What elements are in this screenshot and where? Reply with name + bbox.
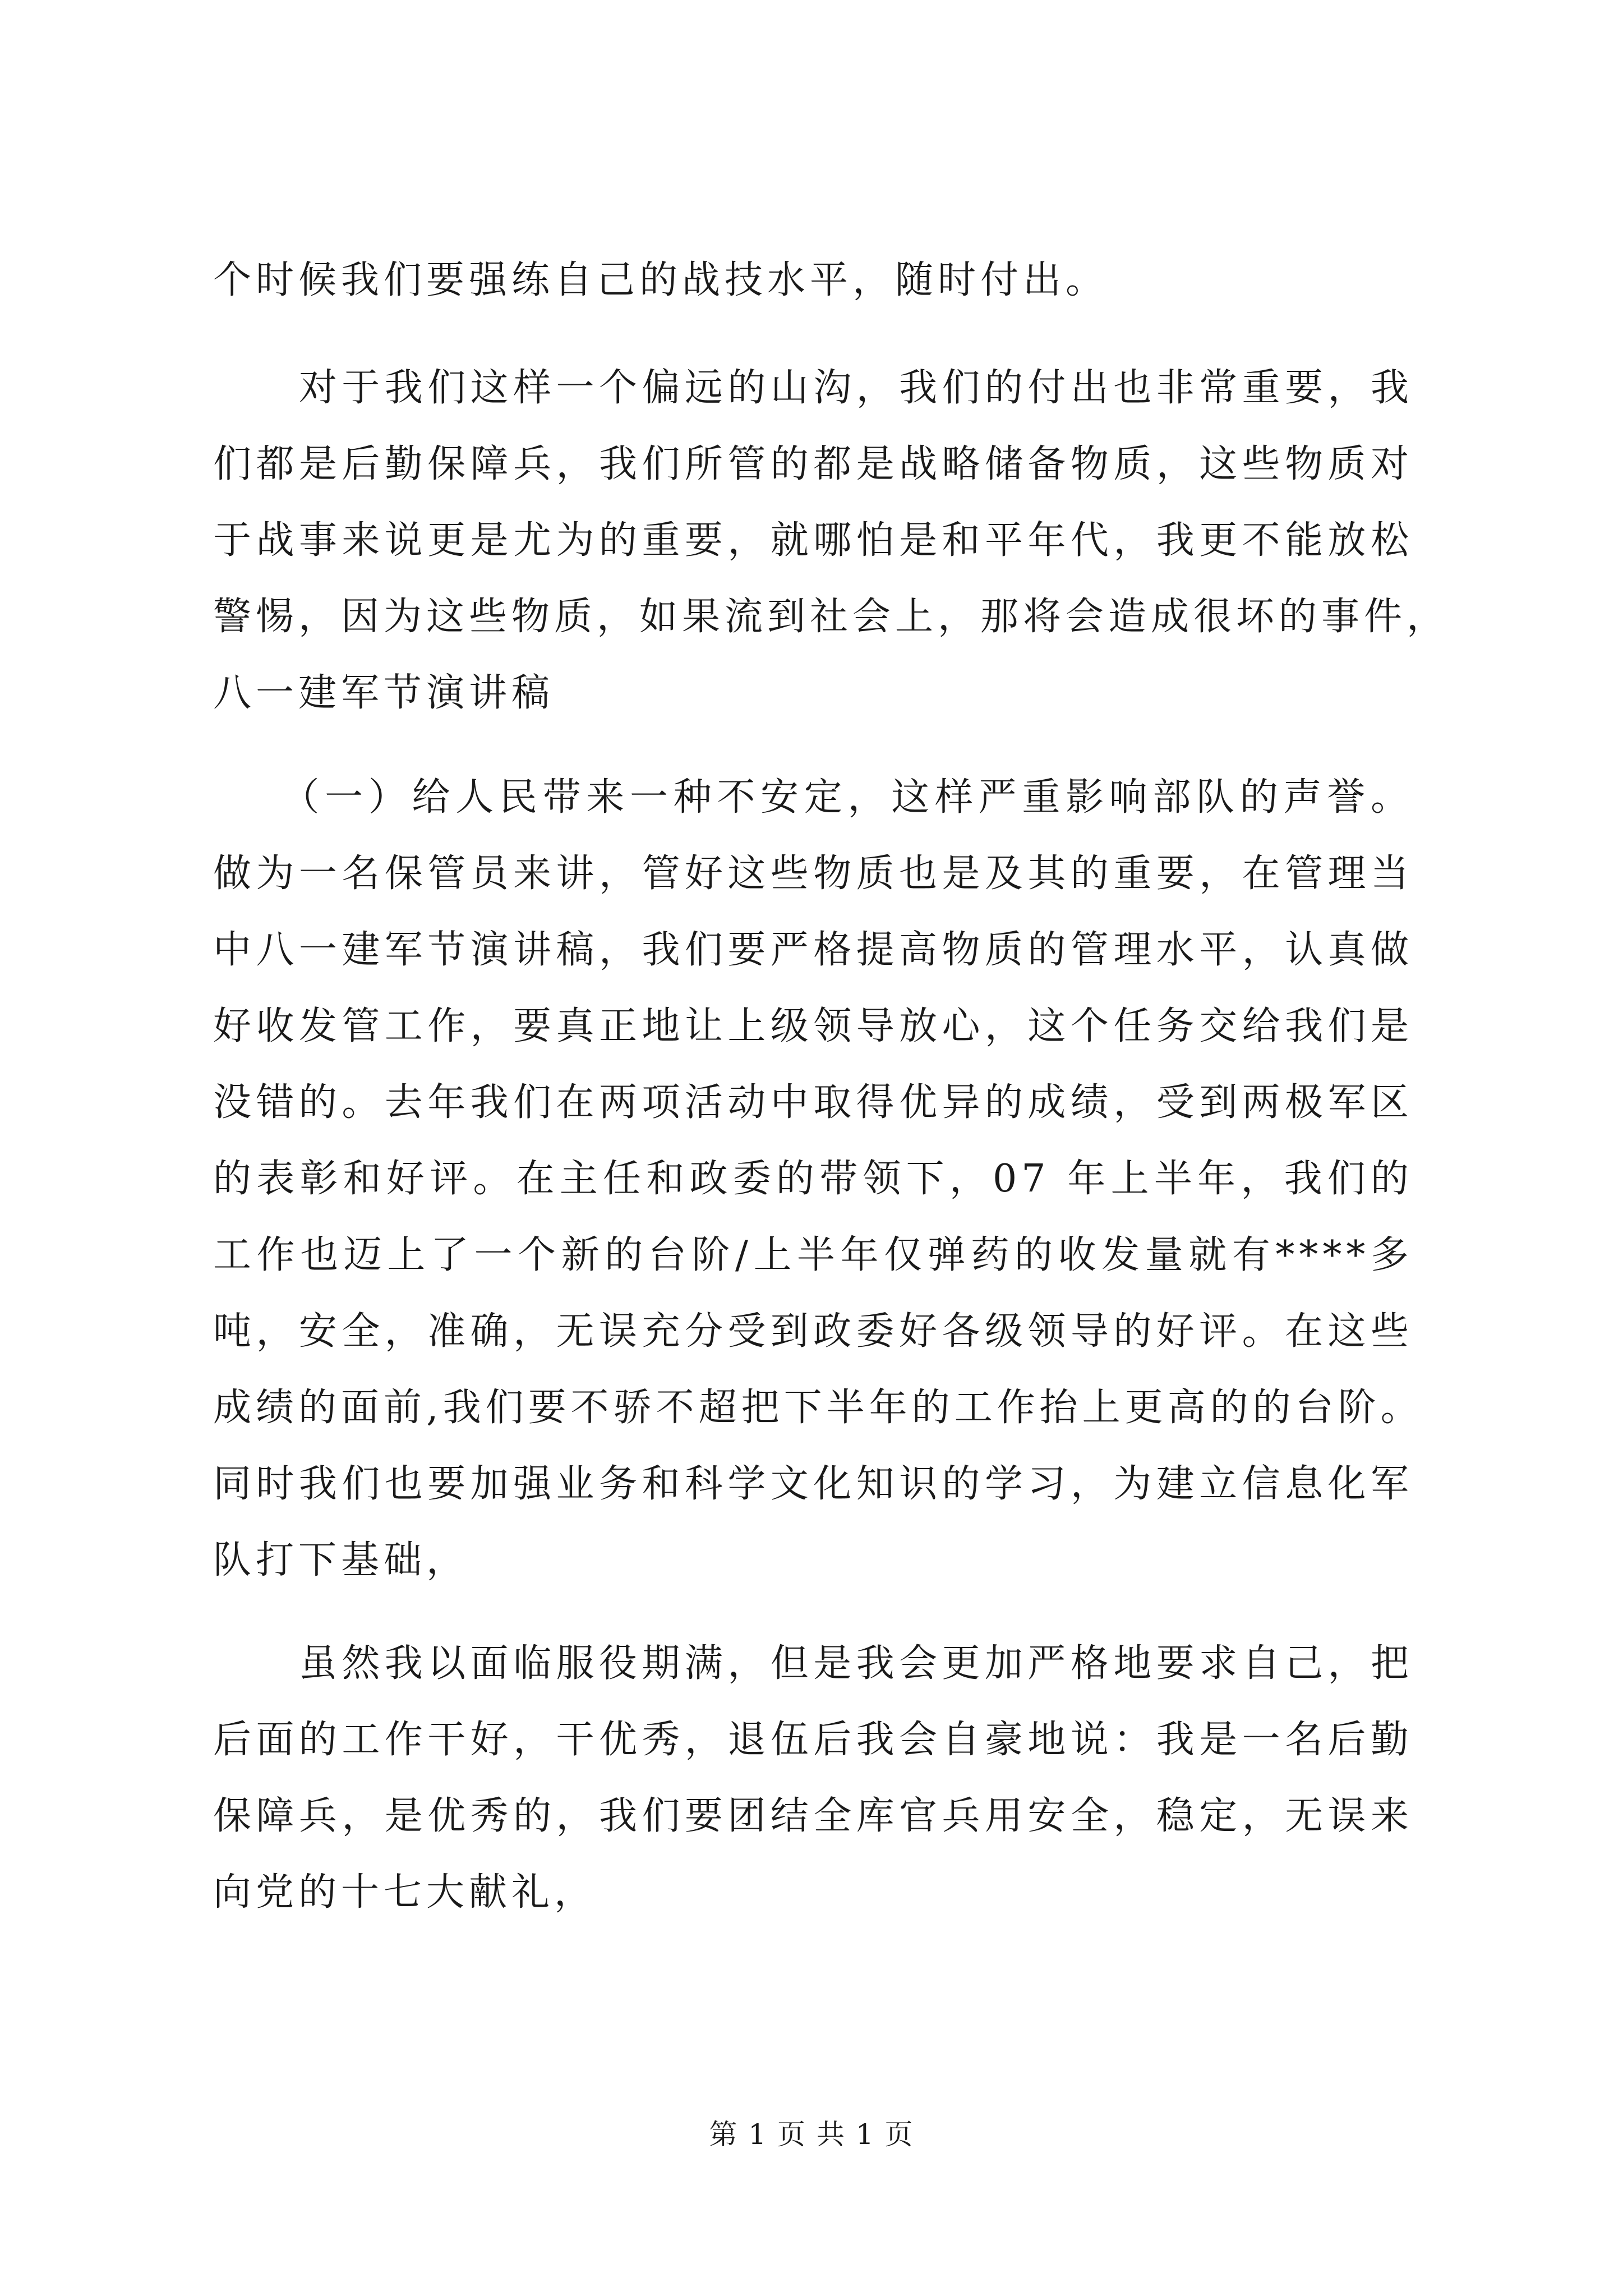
- paragraph-line: 后面的工作干好，干优秀，退伍后我会自豪地说：我是一名后勤: [213, 1718, 1413, 1762]
- paragraph-line: 的表彰和好评。在主任和政委的带领下，07 年上半年，我们的: [213, 1157, 1413, 1201]
- paragraph-line: 个时候我们要强练自己的战技水平，随时付出。: [213, 258, 1109, 302]
- paragraph-line: 对于我们这样一个偏远的山沟，我们的付出也非常重要，我: [213, 366, 1413, 410]
- page-number-footer: 第 1 页 共 1 页: [709, 2118, 914, 2151]
- paragraph-line: 八一建军节演讲稿: [213, 671, 555, 715]
- paragraph-line: 们都是后勤保障兵，我们所管的都是战略储备物质，这些物质对: [213, 442, 1413, 486]
- paragraph-line: 虽然我以面临服役期满，但是我会更加严格地要求自己，把: [213, 1641, 1413, 1686]
- paragraph-line: 成绩的面前,我们要不骄不超把下半年的工作抬上更高的的台阶。: [213, 1386, 1423, 1430]
- paragraph-line: 中八一建军节演讲稿，我们要严格提高物质的管理水平，认真做: [213, 928, 1413, 972]
- paragraph-line: 保障兵，是优秀的，我们要团结全库官兵用安全，稳定，无误来: [213, 1794, 1413, 1838]
- paragraph-line: 做为一名保管员来讲，管好这些物质也是及其的重要，在管理当: [213, 852, 1413, 896]
- paragraph-line: 吨，安全，准确，无误充分受到政委好各级领导的好评。在这些: [213, 1309, 1413, 1354]
- paragraph-line: （一）给人民带来一种不安定，这样严重影响部队的声誉。: [213, 775, 1413, 820]
- paragraph-line: 工作也迈上了一个新的台阶/上半年仅弹药的收发量就有****多: [213, 1233, 1413, 1277]
- paragraph-line: 向党的十七大献礼，: [213, 1870, 597, 1915]
- paragraph-line: 警惕，因为这些物质，如果流到社会上，那将会造成很坏的事件，: [213, 595, 1450, 639]
- paragraph-line: 队打下基础，: [213, 1538, 469, 1582]
- paragraph-line: 没错的。去年我们在两项活动中取得优异的成绩，受到两极军区: [213, 1080, 1413, 1125]
- paragraph-line: 好收发管工作，要真正地让上级领导放心，这个任务交给我们是: [213, 1004, 1413, 1048]
- paragraph-line: 于战事来说更是尤为的重要，就哪怕是和平年代，我更不能放松: [213, 518, 1413, 563]
- paragraph-line: 同时我们也要加强业务和科学文化知识的学习，为建立信息化军: [213, 1462, 1413, 1506]
